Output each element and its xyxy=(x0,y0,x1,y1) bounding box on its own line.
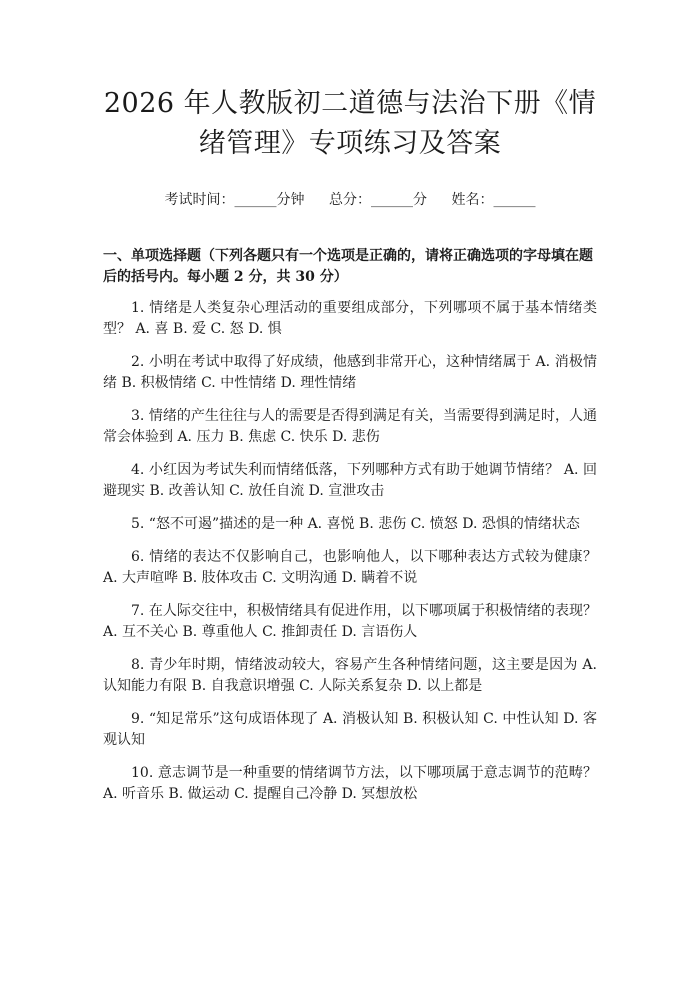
question-item: 9. “知足常乐”这句成语体现了 A. 消极认知 B. 积极认知 C. 中性认知 D. 客观认知 xyxy=(103,711,597,748)
question-item: 5. “怒不可遏”描述的是一种 A. 喜悦 B. 悲伤 C. 愤怒 D. 恐惧的情绪状态 xyxy=(131,516,580,532)
exam-info xyxy=(103,190,597,210)
section-heading: 一、单项选择题（下列各题只有一个选项是正确的，请将正确选项的字母填在题后的括号内。每小题 2 分，共 30 分） xyxy=(103,248,593,285)
document-page xyxy=(0,84,700,989)
question-item: 2. 小明在考试中取得了好成绩，他感到非常开心，这种情绪属于 A. 消极情绪 B. 积极情绪 C. 中性情绪 D. 理性情绪 xyxy=(103,354,597,391)
question-item: 1. 情绪是人类复杂心理活动的重要组成部分，下列哪项不属于基本情绪类型？ A. 喜 B. 爱 C. 怒 D. 惧 xyxy=(103,300,597,337)
question-item: 8. 青少年时期，情绪波动较大，容易产生各种情绪问题，这主要是因为 A. 认知能力有限 B. 自我意识增强 C. 人际关系复杂 D. 以上都是 xyxy=(103,657,597,694)
question-list xyxy=(103,298,597,805)
exam-time: 考试时间：______分钟 xyxy=(164,192,305,208)
question-item: 4. 小红因为考试失利而情绪低落，下列哪种方式有助于她调节情绪？ A. 回避现实 B. 改善认知 C. 放任自流 D. 宣泄攻击 xyxy=(103,462,597,499)
exam-score: 总分：______分 xyxy=(329,192,427,208)
document-title: 2026 年人教版初二道德与法治下册《情绪管理》专项练习及答案 xyxy=(103,88,597,159)
question-item: 6. 情绪的表达不仅影响自己，也影响他人，以下哪种表达方式较为健康？ A. 大声喧哗 B. 肢体攻击 C. 文明沟通 D. 瞒着不说 xyxy=(103,549,597,586)
question-item: 3. 情绪的产生往往与人的需要是否得到满足有关，当需要得到满足时，人通常会体验到 A. 压力 B. 焦虑 C. 快乐 D. 悲伤 xyxy=(103,408,597,445)
student-name: 姓名：______ xyxy=(451,192,536,208)
question-item: 7. 在人际交往中，积极情绪具有促进作用，以下哪项属于积极情绪的表现？ A. 互不关心 B. 尊重他人 C. 推卸责任 D. 言语伤人 xyxy=(103,603,597,640)
question-item: 10. 意志调节是一种重要的情绪调节方法，以下哪项属于意志调节的范畴？ A. 听音乐 B. 做运动 C. 提醒自己冷静 D. 冥想放松 xyxy=(103,765,597,802)
